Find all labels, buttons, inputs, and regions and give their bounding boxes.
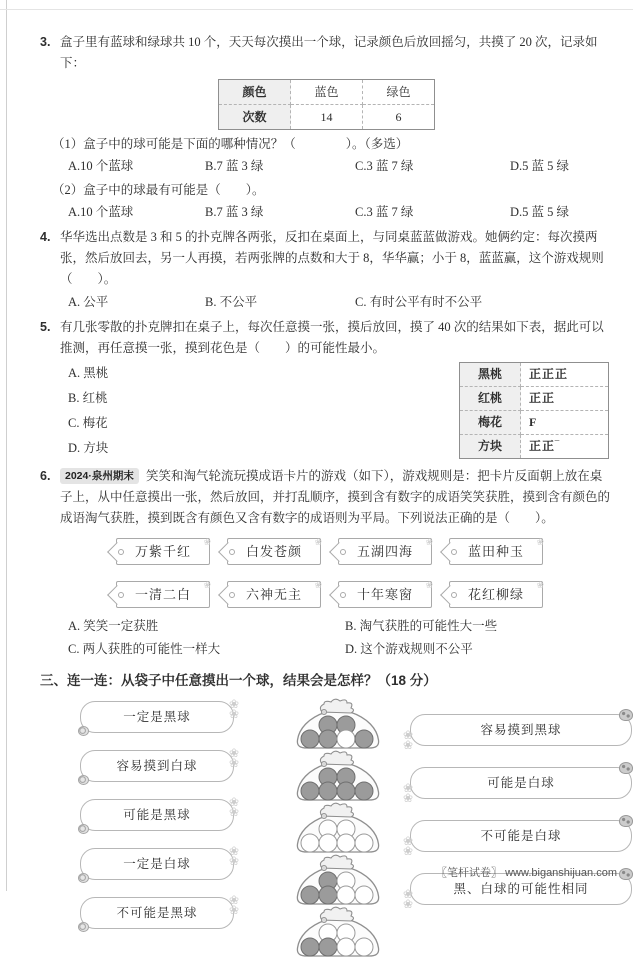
snail-icon	[78, 922, 89, 932]
snail-icon	[78, 824, 89, 834]
match-right-label	[410, 820, 632, 852]
q5-options	[68, 361, 368, 461]
match-label-text: 一定是白球	[123, 856, 191, 871]
idiom-card	[338, 581, 432, 608]
idiom-card-text: 花红柳绿	[467, 587, 524, 602]
flower-icon	[536, 576, 545, 597]
flower-icon	[403, 783, 414, 803]
question-5-text: 有几张零散的扑克牌扣在桌子上，每次任意摸一张，摸后放回，摸了 40 次的结果如下表，据此可以推测，再任意摸一张，摸到花色是（ ）的可能性最小。	[60, 320, 604, 355]
q3-table-blue: 蓝色	[291, 80, 363, 105]
option-c: C.3 蓝 7 绿	[355, 205, 414, 219]
question-4	[40, 227, 613, 290]
option-a: A. 公平	[68, 295, 109, 309]
q3-table-blue-count: 14	[291, 105, 363, 130]
match-label-text: 黑、白球的可能性相同	[453, 881, 589, 896]
flower-icon	[403, 889, 414, 909]
q3-table-green: 绿色	[363, 80, 435, 105]
match-label-text: 可能是白球	[487, 775, 555, 790]
option-a: A.10 个蓝球	[68, 159, 134, 173]
ladybug-icon	[619, 815, 633, 827]
flower-icon	[229, 797, 240, 817]
match-left-label	[80, 701, 234, 733]
question-3-text: 盒子里有蓝球和绿球共 10 个，天天每次摸出一个球，记录颜色后放回摇匀，共摸了 20 次，记录如下：	[60, 35, 598, 70]
idiom-card	[449, 581, 543, 608]
match-label-text: 容易摸到黑球	[480, 722, 562, 737]
option-a: A.10 个蓝球	[68, 205, 134, 219]
table-row	[460, 387, 609, 411]
question-3-number: 3.	[40, 35, 51, 49]
q3-table-header-count: 次数	[219, 105, 291, 130]
question-6-text: 笑笑和淘气轮流玩摸成语卡片的游戏（如下），游戏规则是：把卡片反面朝上放在桌子上，从中任意摸出一张，然后放回，并打乱顺序，摸到含有数字的成语笑笑获胜，摸到含有颜色的成语淘气获胜，摸到既含有颜色又含有数字的成语则为平局。下列说法正确的是（ ）。	[60, 469, 611, 525]
match-label-text: 不可能是白球	[480, 828, 562, 843]
q3-table-green-count: 6	[363, 105, 435, 130]
match-left-label	[80, 750, 234, 782]
match-left-label	[80, 848, 234, 880]
match-left-label	[80, 897, 234, 929]
q3-sub2-options	[68, 202, 613, 223]
idiom-card	[227, 538, 321, 565]
match-label-text: 不可能是黑球	[116, 905, 198, 920]
table-row	[219, 80, 435, 105]
option-d: D.5 蓝 5 绿	[510, 159, 570, 173]
option-a: A. 笑笑一定获胜	[68, 619, 159, 633]
question-5-block	[40, 317, 613, 461]
snail-icon	[78, 726, 89, 736]
table-row	[460, 411, 609, 435]
option-c: C.3 蓝 7 绿	[355, 159, 414, 173]
question-3-sub2: （2）盒子中的球最有可能是（ ）。	[52, 183, 265, 197]
q3-record-table	[218, 79, 435, 130]
match-label-text: 容易摸到白球	[116, 758, 198, 773]
q6-options	[68, 616, 613, 660]
snail-icon	[78, 873, 89, 883]
question-6	[40, 466, 613, 529]
ladybug-icon	[619, 709, 633, 721]
q5-tally-table	[459, 362, 609, 459]
match-right-column	[410, 697, 633, 957]
option-b: B.7 蓝 3 绿	[205, 205, 264, 219]
idiom-cards-row2	[46, 581, 613, 608]
flower-icon	[229, 699, 240, 719]
idiom-card	[227, 581, 321, 608]
tally-marks: F	[521, 411, 609, 435]
flower-icon	[314, 576, 323, 597]
table-row	[460, 363, 609, 387]
snail-icon	[78, 775, 89, 785]
option-d: D.5 蓝 5 绿	[510, 205, 570, 219]
flower-icon	[229, 748, 240, 768]
flower-icon	[403, 836, 414, 856]
option-a: A. 黑桃	[68, 366, 109, 380]
question-4-text: 华华选出点数是 3 和 5 的扑克牌各两张，反扣在桌面上，与同桌蓝蓝做游戏。她俩约定：每次摸两张，然后放回去，另一人再摸，若两张牌的点数和大于 8，华华赢；小于 8，蓝蓝赢，这个游戏规则（ ）。	[60, 230, 604, 286]
table-row	[460, 435, 609, 459]
idiom-card	[338, 538, 432, 565]
question-3-sub1: （1）盒子中的球可能是下面的哪种情况？（ ）。（多选）	[52, 137, 409, 151]
idiom-card-text: 六神无主	[245, 587, 302, 602]
bag	[284, 749, 392, 801]
option-b: B.7 蓝 3 绿	[205, 159, 264, 173]
idiom-card-text: 蓝田种玉	[467, 544, 524, 559]
table-row	[219, 105, 435, 130]
tally-marks: 正正	[521, 387, 609, 411]
match-left-label	[80, 799, 234, 831]
match-bags-column	[274, 697, 402, 957]
option-b: B. 淘气获胜的可能性大一些	[345, 619, 498, 633]
exam-source-badge: 2024·泉州期末	[60, 468, 139, 484]
idiom-card-text: 十年寒窗	[356, 587, 413, 602]
option-b: B. 红桃	[68, 391, 108, 405]
suit-label: 黑桃	[460, 363, 521, 387]
idiom-cards-row1	[46, 538, 613, 565]
ladybug-icon	[619, 868, 633, 880]
question-6-number: 6.	[40, 469, 51, 483]
section-3-title: 三、连一连：从袋子中任意摸出一个球，结果会是怎样？（18 分）	[40, 673, 437, 688]
flower-icon	[203, 533, 212, 554]
option-c: C. 两人获胜的可能性一样大	[68, 642, 221, 656]
match-label-text: 一定是黑球	[123, 709, 191, 724]
bag	[284, 853, 392, 905]
ladybug-icon	[619, 762, 633, 774]
bag	[284, 801, 392, 853]
q3-table-header-color: 颜色	[219, 80, 291, 105]
flower-icon	[229, 846, 240, 866]
question-4-number: 4.	[40, 230, 51, 244]
suit-label: 梅花	[460, 411, 521, 435]
match-right-label	[410, 767, 632, 799]
option-c: C. 梅花	[68, 416, 108, 430]
tally-marks: 正正正	[521, 363, 609, 387]
idiom-card-text: 一清二白	[134, 587, 191, 602]
option-d: D. 这个游戏规则不公平	[345, 642, 473, 656]
flower-icon	[425, 576, 434, 597]
idiom-card-text: 万紫千红	[134, 544, 191, 559]
question-5	[40, 317, 613, 359]
option-d: D. 方块	[68, 441, 109, 455]
idiom-card-text: 五湖四海	[356, 544, 413, 559]
tally-marks: 正正‾	[521, 435, 609, 459]
bag	[284, 697, 392, 749]
match-right-label	[410, 714, 632, 746]
option-b: B. 不公平	[205, 295, 258, 309]
idiom-card	[449, 538, 543, 565]
idiom-card-text: 白发苍颜	[245, 544, 302, 559]
flower-icon	[203, 576, 212, 597]
flower-icon	[229, 895, 240, 915]
matching-area	[80, 697, 613, 957]
footer-watermark: 〖笔杆试卷〗 www.biganshijuan.com	[436, 867, 617, 879]
suit-label: 方块	[460, 435, 521, 459]
flower-icon	[403, 730, 414, 750]
flower-icon	[425, 533, 434, 554]
option-c: C. 有时公平有时不公平	[355, 295, 483, 309]
idiom-card	[116, 581, 210, 608]
question-3	[40, 32, 613, 74]
flower-icon	[314, 533, 323, 554]
flower-icon	[536, 533, 545, 554]
bag	[284, 905, 392, 957]
suit-label: 红桃	[460, 387, 521, 411]
q3-sub1-options	[68, 156, 613, 177]
match-left-column	[80, 697, 266, 957]
q4-options	[68, 292, 613, 313]
idiom-card	[116, 538, 210, 565]
match-label-text: 可能是黑球	[123, 807, 191, 822]
question-5-number: 5.	[40, 320, 51, 334]
